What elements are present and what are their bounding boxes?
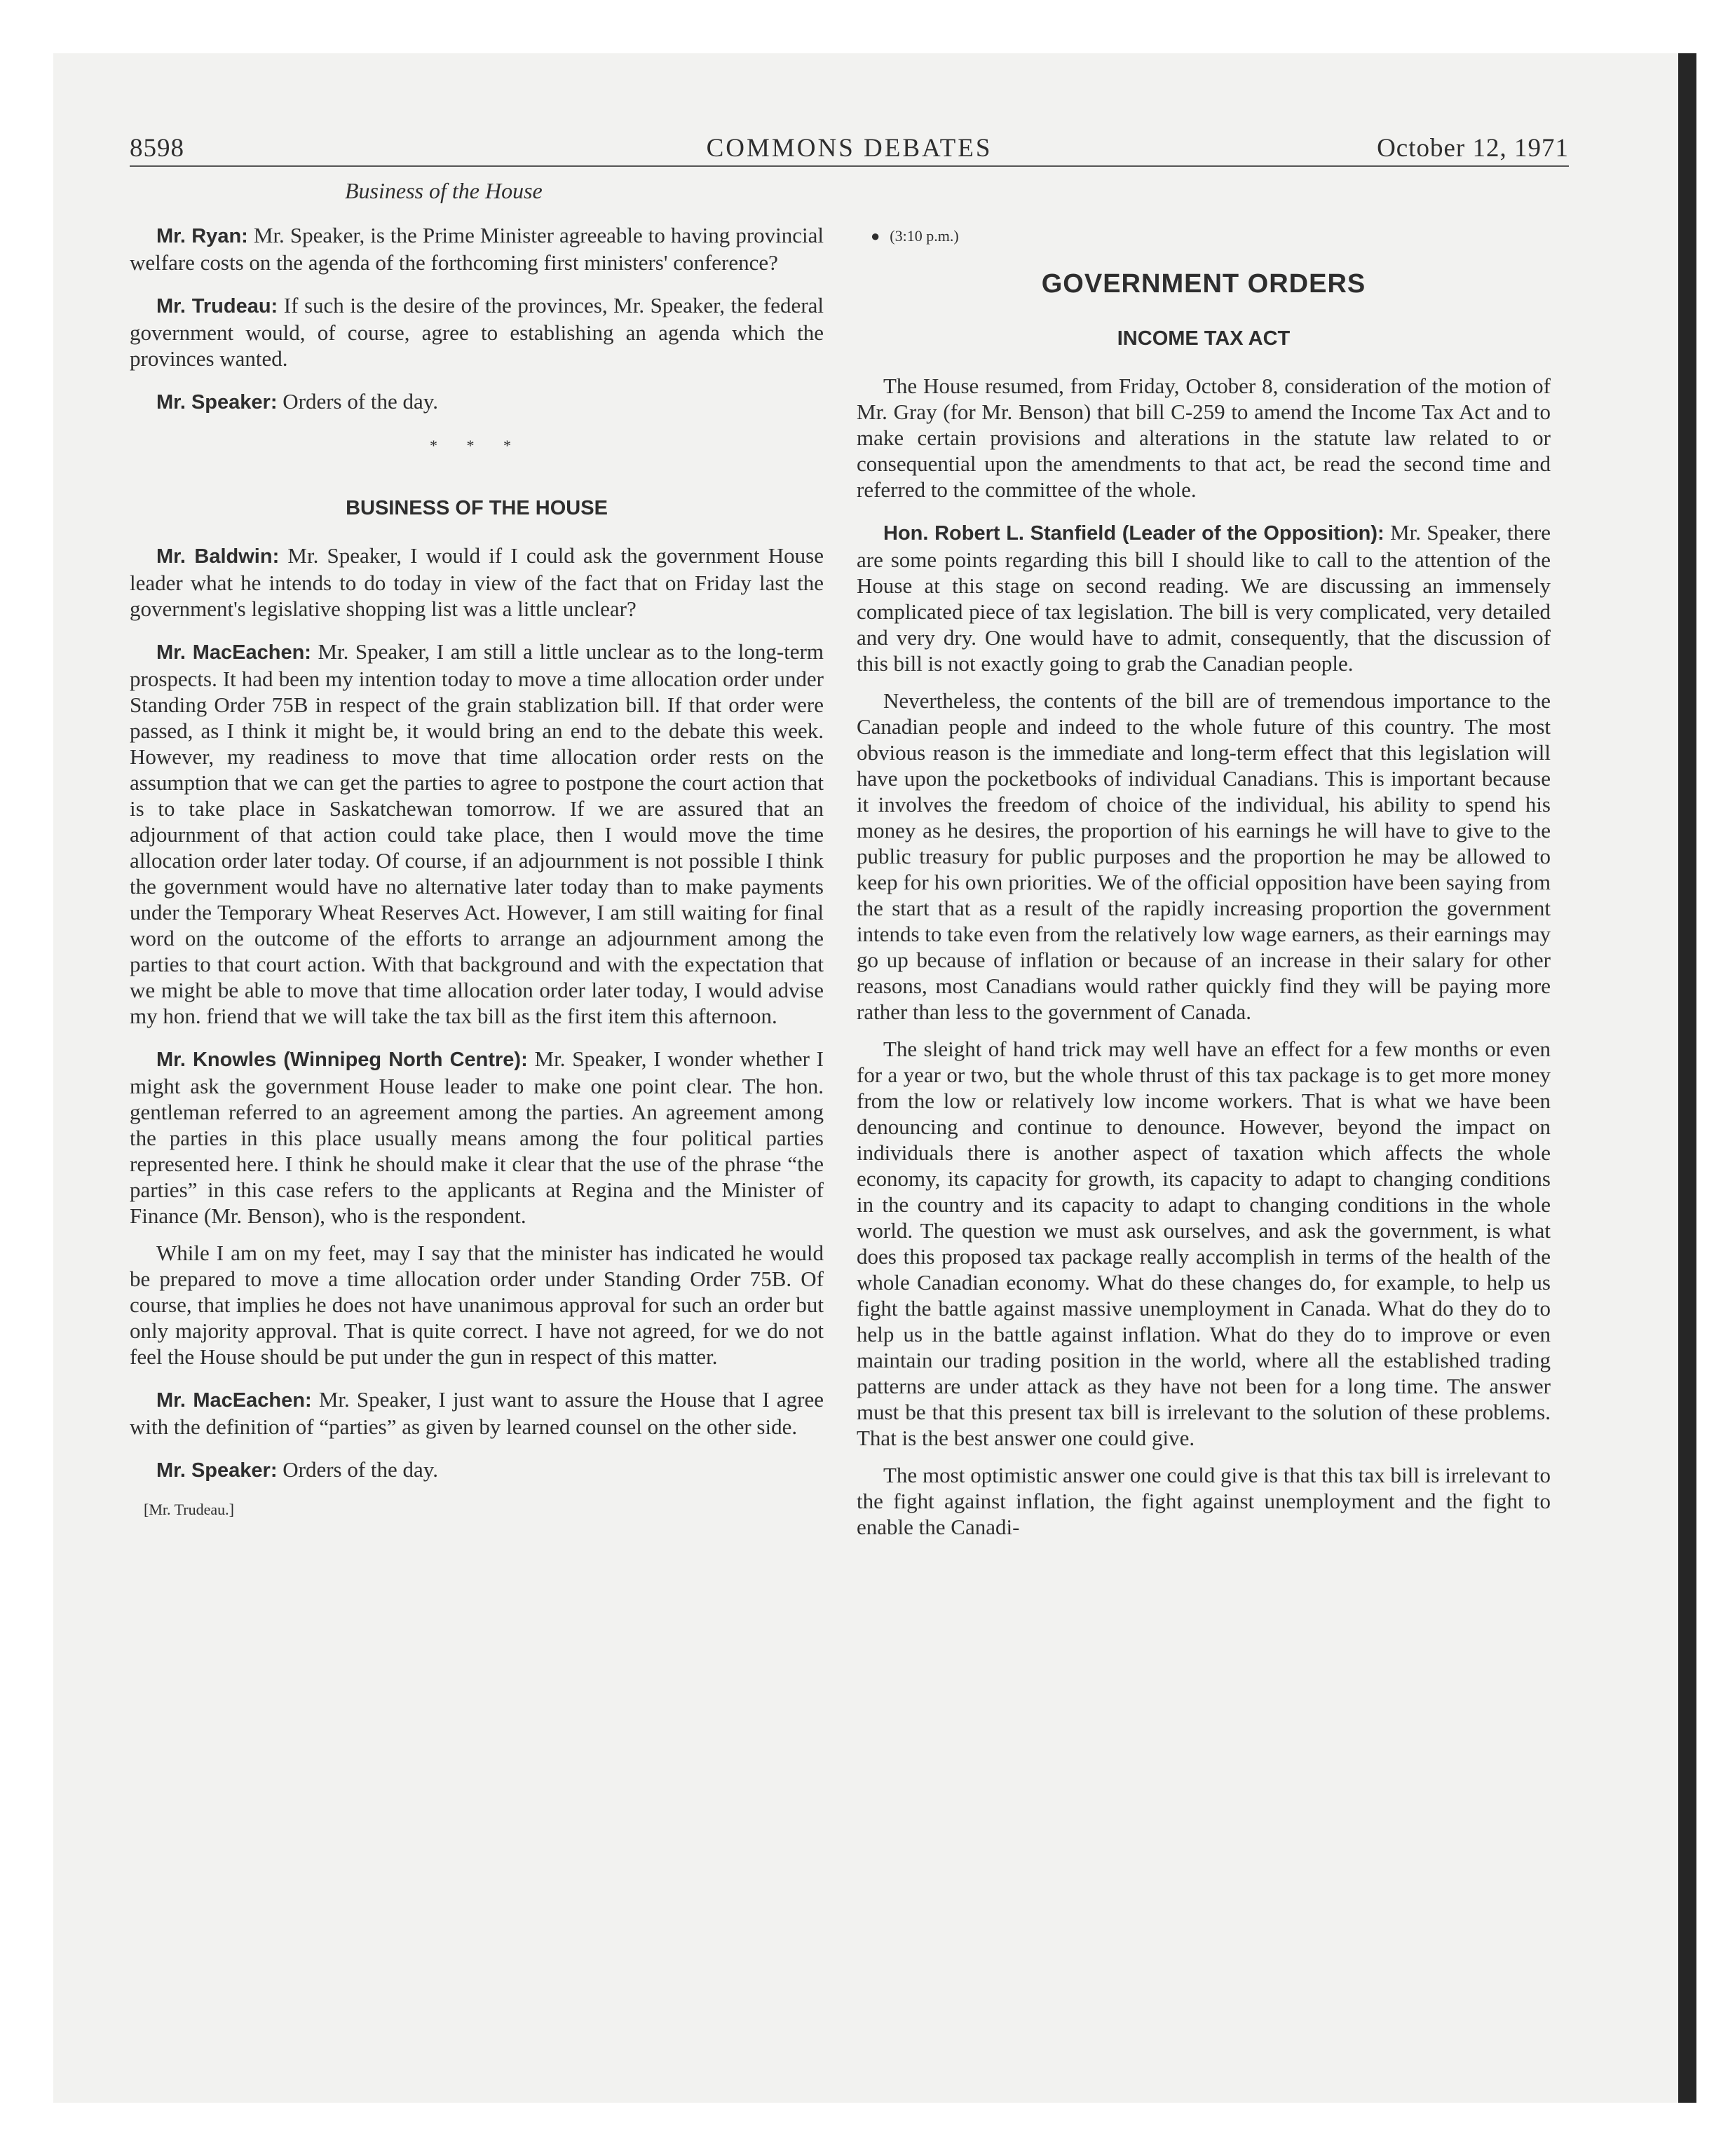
- right-column: [857, 175, 1551, 1551]
- speaker-name: Mr. Speaker:: [156, 1459, 278, 1482]
- speaker-name: Mr. MacEachen:: [156, 1389, 312, 1412]
- section-separator: * * *: [430, 437, 524, 454]
- speech-text: Mr. Speaker, is the Prime Minister agreeable to having provincial welfare costs on the agenda of the forthcoming first ministers' conference?: [130, 223, 824, 275]
- time-stamp: [871, 227, 1551, 245]
- speech-paragraph: The House resumed, from Friday, October 8, consideration of the motion of Mr. Gray (for Mr. Benson) that bill C-259 to amend the Income Tax Act and to make certain provisions and alterations in the statute law related to or consequential upon the amendments to that act, be read the second time and referred to the committee of the whole.: [857, 374, 1551, 502]
- section-heading-main: GOVERNMENT ORDERS: [1041, 269, 1366, 299]
- page-number: 8598: [130, 134, 184, 163]
- speaker-name: Mr. Ryan:: [156, 225, 248, 247]
- publication-title: COMMONS DEBATES: [706, 134, 993, 163]
- section-heading-sub: INCOME TAX ACT: [1117, 327, 1291, 350]
- speaker-name: Mr. Trudeau:: [156, 295, 278, 318]
- speech-text: Mr. Speaker, there are some points regarding this bill I should like to call to the attention of the House at this stage on second reading. We are discussing an immensely complicated piece of tax legislation. The bill is very complicated, very detailed and very dry. One would have to admit, consequently, that the discussion of this bill is not exactly going to grab the Canadian people.: [857, 520, 1551, 676]
- speech-text: Mr. Speaker, I just want to assure the House that I agree with the definition of “parties” as given by learned counsel on the other side.: [130, 1387, 824, 1439]
- speech-paragraph: The most optimistic answer one could give is that this tax bill is irrelevant to the fight against inflation, the fight against unemployment and the fight to enable the Canadi-: [857, 1463, 1551, 1539]
- running-head: Business of the House: [345, 178, 543, 203]
- speaker-name: Hon. Robert L. Stanfield (Leader of the Opposition):: [883, 522, 1384, 545]
- page-date: October 12, 1971: [1377, 134, 1569, 163]
- speech-text: Orders of the day.: [283, 389, 439, 414]
- page-footnote: [Mr. Trudeau.]: [144, 1501, 234, 1518]
- speech-paragraph: [130, 222, 824, 275]
- time-stamp-text: (3:10 p.m.): [890, 227, 959, 245]
- speech-paragraph: Nevertheless, the contents of the bill are of tremendous importance to the Canadian people and indeed to the whole future of this country. The most obvious reason is the immediate and long-term effect that this legislation will have upon the pocketbooks of individual Canadians. This is important because it involves the freedom of choice of the individual, his ability to spend his money as he desires, the proportion of his earnings he will have to give to the public treasury for public purposes and the proportion he may be allowed to keep for his own priorities. We of the official opposition have been saying from the start that as a result of the rapidly increasing proportion the government intends to take even from the relatively low wage earners, as their earnings may go up because of inflation or because of an increase in their salary for other reasons, most Canadians would rather quickly find they will be paying more rather than less to the government of Canada.: [857, 688, 1551, 1024]
- speech-paragraph: [130, 639, 824, 1029]
- speech-text: Mr. Speaker, I wonder whether I might ask the government House leader to make one point clear. The hon. gentleman referred to an agreement among the parties. An agreement among the parties in this place usually means among the four political parties represented here. I think he should make it clear that the use of the phrase “the parties” in this case refers to the applicants at Regina and the Minister of Finance (Mr. Benson), who is the respondent.: [130, 1046, 824, 1228]
- bullet-icon: ●: [871, 227, 880, 245]
- header-rule: [130, 165, 1569, 167]
- speech-paragraph: [130, 1386, 824, 1440]
- speech-paragraph: [130, 1046, 824, 1229]
- speech-paragraph: [130, 543, 824, 622]
- speech-paragraph: [130, 1456, 824, 1484]
- speaker-name: Mr. MacEachen:: [156, 641, 311, 664]
- speaker-name: Mr. Baldwin:: [156, 545, 280, 568]
- speech-text: Mr. Speaker, I am still a little unclear as to the long-term prospects. It had been my intention today to move a time allocation order under Standing Order 75B in respect of the grain stablization bill. If that order were passed, as I think it might be, it would bring an end to the debate this week. However, my readiness to move that time allocation order rests on the assumption that we can get the parties to agree to postpone the court action that is to take place in Saskatchewan tomorrow. If we are assured that an adjournment of that action could take place, then I would move the time allocation order later today. Of course, if an adjournment is not possible I think the government would have no alternative later today than to make payments under the Temporary Wheat Reserves Act. However, I am still waiting for final word on the outcome of the efforts to arrange an adjournment among the parties to that court action. With that background and with the expectation that we might be able to move that time allocation order later today, I would advise my hon. friend that we will take the tax bill as the first item this afternoon.: [130, 639, 824, 1028]
- speech-text: If such is the desire of the provinces, Mr. Speaker, the federal government would, of course, agree to establishing an agenda which the provinces wanted.: [130, 293, 824, 371]
- speech-paragraph: [857, 519, 1551, 676]
- speech-paragraph: While I am on my feet, may I say that the minister has indicated he would be prepared to move a time allocation order under Standing Order 75B. Of course, that implies he does not have unanimous approval for such an order but only majority approval. That is quite correct. I have not agreed, for we do not feel the House should be put under the gun in respect of this matter.: [130, 1241, 824, 1369]
- speech-paragraph: [130, 292, 824, 371]
- left-column: [130, 175, 824, 1519]
- section-heading: BUSINESS OF THE HOUSE: [346, 497, 608, 519]
- speech-paragraph: The sleight of hand trick may well have an effect for a few months or even for a year or two, but the whole thrust of this tax package is to get more money from the low or relatively low income workers. That is what we have been denouncing and continue to denounce. However, beyond the impact on individuals there is another aspect of taxation which affects the whole economy, its capacity for growth, its capacity to adapt to changing conditions in the country and its capacity to adapt to changing conditions in the whole world. The question we must ask ourselves, and ask the government, is what does this proposed tax package really accomplish in terms of the health of the whole Canadian economy. What do these changes do, for example, to help us fight the battle against massive unemployment in Canada. What do they do to help us in the battle against inflation. What do they do to improve or even maintain our trading position in the world, where all the established trading patterns are under attack as they have not been for a long time. The answer must be that this present tax bill is irrelevant to the solution of these problems. That is the best answer one could give.: [857, 1037, 1551, 1450]
- scan-edge-bar: [1678, 53, 1696, 2103]
- speech-text: Mr. Speaker, I would if I could ask the government House leader what he intends to do today in view of the fact that on Friday last the government's legislative shopping list was a little unclear?: [130, 543, 824, 621]
- speaker-name: Mr. Knowles (Winnipeg North Centre):: [156, 1049, 528, 1071]
- page-header: [130, 133, 1569, 167]
- speaker-name: Mr. Speaker:: [156, 391, 278, 414]
- speech-text: Orders of the day.: [283, 1457, 439, 1482]
- speech-paragraph: [130, 388, 824, 416]
